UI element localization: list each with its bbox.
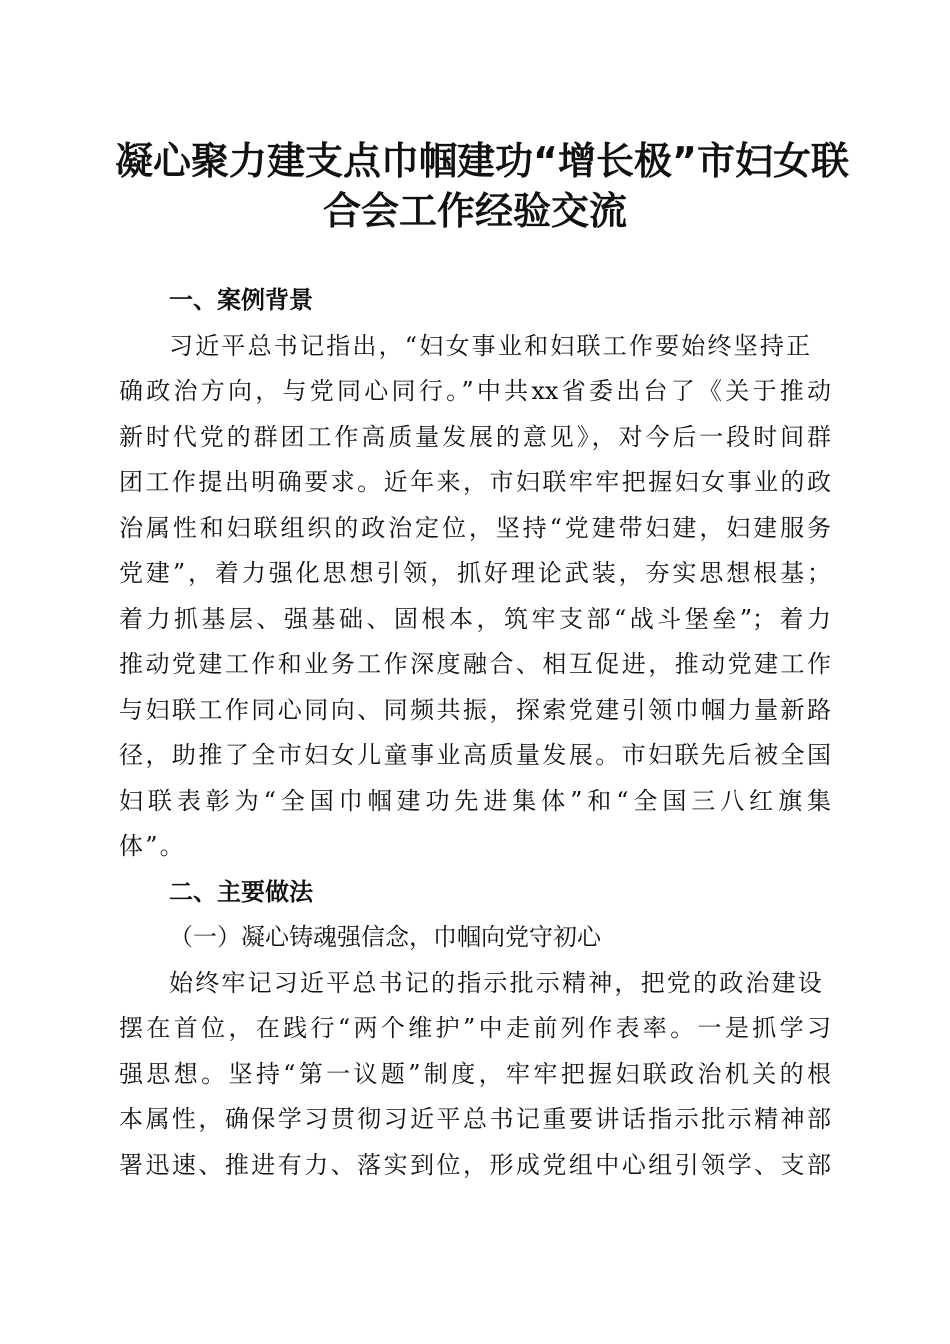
paragraph-line: 团工作提出明确要求。近年来，市妇联牢牢把握妇女事业的政 — [119, 468, 831, 496]
paragraph-line: 体”。 — [119, 832, 186, 860]
document-body — [119, 278, 831, 1188]
title-line-2: 合会工作经验交流 — [322, 189, 627, 233]
section-heading-methods: 二、主要做法 — [169, 877, 313, 906]
paragraph-methods — [119, 961, 831, 1189]
paragraph-line: 党建”，着力强化思想引领，抓好理论武装，夯实思想根基； — [119, 559, 831, 587]
paragraph-line: 署迅速、推进有力、落实到位，形成党组中心组引领学、支部 — [119, 1150, 831, 1179]
paragraph-line: 着力抓基层、强基础、固根本，筑牢支部“战斗堡垒”；着力 — [119, 604, 831, 633]
title-line-1: 凝心聚力建支点巾帼建功“增长极”市妇女联 — [115, 139, 849, 183]
paragraph-line: 始终牢记习近平总书记的指示批示精神，把党的政治建设 — [169, 968, 824, 997]
section-heading-background: 一、案例背景 — [169, 286, 313, 314]
paragraph-line: 推动党建工作和业务工作深度融合、相互促进，推动党建工作 — [119, 650, 831, 678]
paragraph-line: 强思想。坚持“第一议题”制度，牢牢把握妇联政治机关的根 — [119, 1059, 831, 1088]
paragraph-line: 本属性，确保学习贯彻习近平总书记重要讲话指示批示精神部 — [119, 1105, 831, 1133]
paragraph-line: 确政治方向，与党同心同行。”中共xx省委出台了《关于推动 — [119, 377, 831, 405]
subsection-heading: （一）凝心铸魂强信念，巾帼向党守初心 — [169, 923, 601, 951]
paragraph-line: 治属性和妇联组织的政治定位，坚持“党建带妇建，妇建服务 — [119, 513, 831, 542]
paragraph-background — [119, 324, 831, 870]
paragraph-line: 习近平总书记指出，“妇女事业和妇联工作要始终坚持正 — [169, 331, 813, 360]
document-title — [115, 136, 849, 236]
paragraph-line: 新时代党的群团工作高质量发展的意见》，对今后一段时间群 — [119, 422, 831, 451]
paragraph-line: 径，助推了全市妇女儿童事业高质量发展。市妇联先后被全国 — [119, 741, 831, 769]
paragraph-line: 摆在首位，在践行“两个维护”中走前列作表率。一是抓学习 — [119, 1014, 831, 1042]
paragraph-line: 与妇联工作同心同向、同频共振，探索党建引领巾帼力量新路 — [119, 695, 831, 724]
paragraph-line: 妇联表彰为“全国巾帼建功先进集体”和“全国三八红旗集 — [119, 786, 831, 815]
